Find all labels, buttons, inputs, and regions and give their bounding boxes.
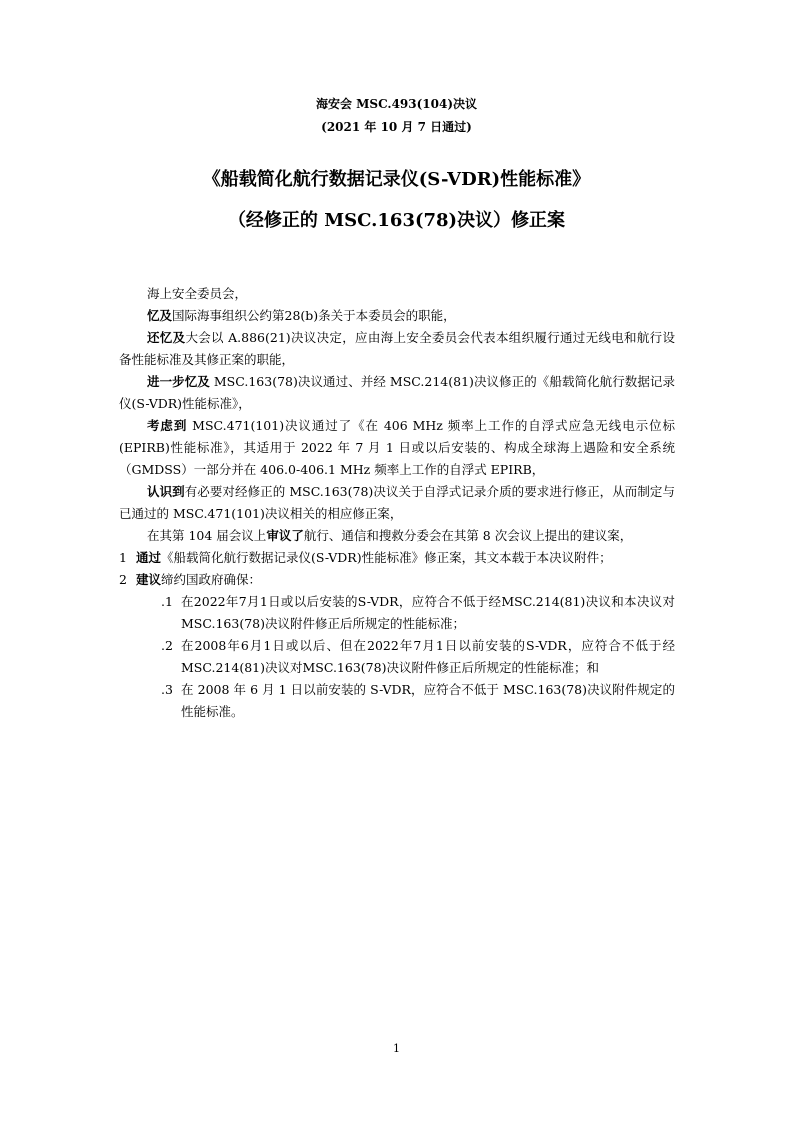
sub-item-1: [119, 591, 675, 635]
sub-item-label: .2: [161, 638, 173, 653]
preamble-keyword: 进一步忆及: [147, 374, 210, 389]
preamble-text: 有必要对经修正的 MSC.163(78)决议关于自浮式记录介质的要求进行修正，从而制定与已通过的 MSC.471(101)决议相关的相应修正案，: [119, 484, 675, 521]
sub-item-text: 在2008年6月1日或以后、但在2022年7月1日以前安装的S-VDR，应符合不低于经MSC.214(81)决议对MSC.163(78)决议附件修正后所规定的性能标准；和: [181, 638, 675, 675]
preamble-keyword: 忆及: [147, 308, 173, 323]
operative-keyword: 通过: [136, 550, 162, 565]
preamble-text: MSC.471(101)决议通过了《在 406 MHz 频率上工作的自浮式应急无线电示位标(EPIRB)性能标准》，其适用于 2022 年 7 月 1 日或以后安装的、构成全球海上遇险和安全系统（GMDSS）一部分并在 406.0-406.1 MHz 频率上工作的自浮式 EPIRB，: [119, 418, 675, 477]
preamble-recognizing: [119, 481, 675, 525]
sub-item-text: 在 2008 年 6 月 1 日以前安装的 S-VDR，应符合不低于 MSC.163(78)决议附件规定的性能标准。: [181, 682, 675, 719]
preamble-keyword: 审议了: [266, 528, 304, 543]
sub-item-label: .3: [161, 682, 173, 697]
preamble-considering: [119, 415, 675, 481]
operative-text: 《船载简化航行数据记录仪(S-VDR)性能标准》修正案，其文本载于本决议附件；: [161, 550, 612, 565]
operative-paragraph-1: [119, 547, 675, 569]
operative-number: 2: [119, 572, 127, 587]
document-subtitle: （经修正的 MSC.163(78)决议）修正案: [227, 210, 566, 231]
resolution-number: 海安会 MSC.493(104)决议: [315, 97, 478, 111]
preamble-recalling-also: [119, 327, 675, 371]
preamble-text: 在其第 104 届会议上: [147, 528, 267, 543]
operative-keyword: 建议: [136, 572, 162, 587]
operative-paragraph-2: [119, 569, 675, 591]
operative-text: 缔约国政府确保：: [161, 572, 262, 587]
preamble-text: 航行、通信和搜救分委会在其第 8 次会议上提出的建议案，: [303, 528, 633, 543]
preamble-having-considered: [119, 525, 675, 547]
preamble-recalling: [119, 305, 675, 327]
preamble-text: MSC.163(78)决议通过、并经 MSC.214(81)决议修正的《船载简化航行数据记录仪(S-VDR)性能标准》，: [119, 374, 675, 411]
adoption-date: (2021 年 10 月 7 日通过): [321, 120, 472, 134]
preamble-keyword: 认识到: [147, 484, 185, 499]
preamble-keyword: 考虑到: [147, 418, 188, 433]
sub-item-text: 在2022年7月1日或以后安装的S-VDR，应符合不低于经MSC.214(81)决议和本决议对MSC.163(78)决议附件修正后所规定的性能标准；: [181, 594, 675, 631]
operative-number: 1: [119, 550, 127, 565]
sub-item-label: .1: [161, 594, 173, 609]
preamble-text: 国际海事组织公约第28(b)条关于本委员会的职能，: [172, 308, 456, 323]
preamble-committee: 海上安全委员会，: [147, 286, 248, 301]
preamble-recalling-further: [119, 371, 675, 415]
preamble-keyword: 还忆及: [147, 330, 186, 345]
sub-item-2: [119, 635, 675, 679]
resolution-body: [119, 283, 675, 723]
sub-item-3: [119, 679, 675, 723]
document-title: 《船载简化航行数据记录仪(S-VDR)性能标准》: [202, 169, 591, 190]
preamble-text: 大会以 A.886(21)决议决定，应由海上安全委员会代表本组织履行通过无线电和航行设备性能标准及其修正案的职能，: [119, 330, 675, 367]
page-number: 1: [393, 1042, 400, 1055]
